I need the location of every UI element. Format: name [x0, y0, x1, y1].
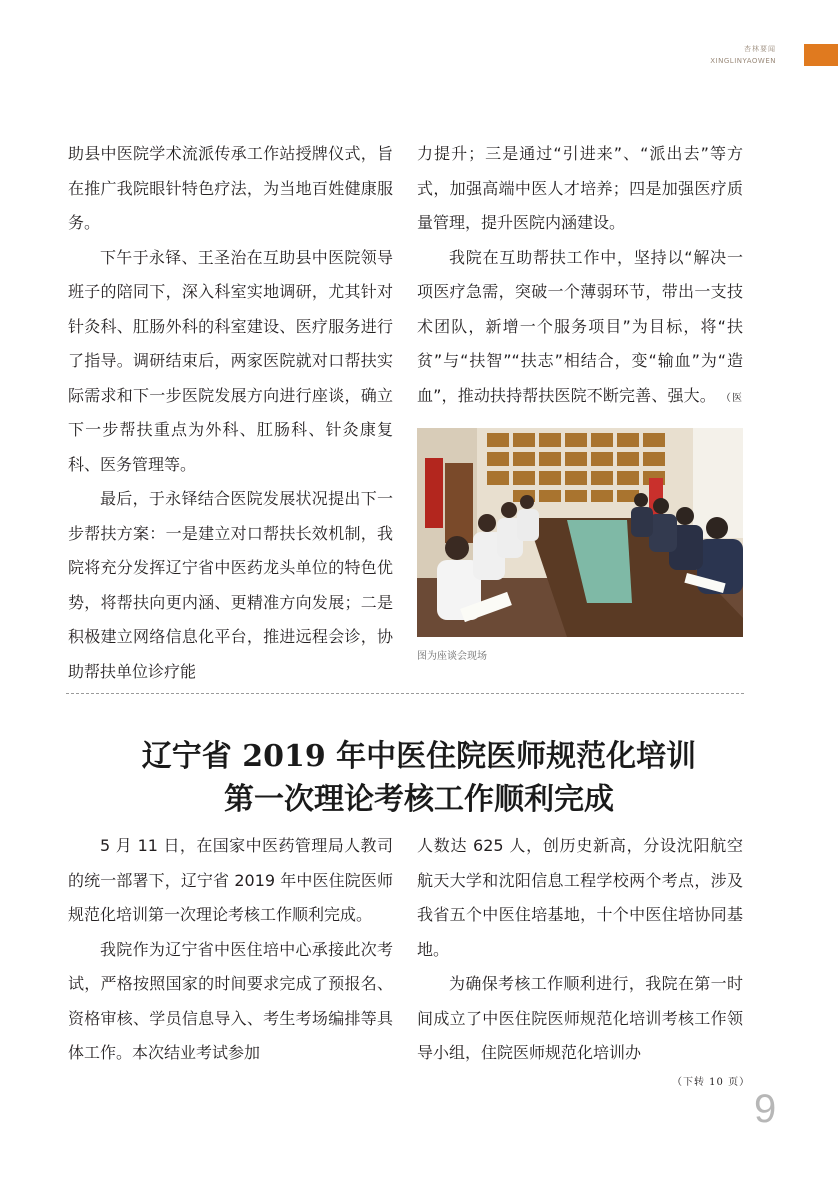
article-title-line2: 第一次理论考核工作顺利完成	[224, 782, 614, 817]
paragraph	[417, 241, 743, 454]
paragraph: 力提升；三是通过“引进来”、“派出去”等方式，加强高端中医人才培养；四是加强医疗质量管理，提升医院内涵建设。	[417, 144, 743, 232]
photo-caption: 图为座谈会现场	[417, 651, 487, 662]
page-number: 9	[754, 1087, 777, 1131]
article2-column-right	[417, 829, 743, 1071]
paragraph: 我院作为辽宁省中医住培中心承接此次考试，严格按照国家的时间要求完成了预报名、资格审核、学员信息导入、考生考场编排等具体工作。本次结业考试参加	[68, 939, 393, 1062]
meeting-photo	[417, 428, 743, 637]
paragraph: 最后，于永铎结合医院发展状况提出下一步帮扶方案：一是建立对口帮扶长效机制，我院将充分发挥辽宁省中医药龙头单位的特色优势，将帮扶向更内涵、更精准方向发展；二是积极建立网络信息化平台，推进远程会诊，协助帮扶单位诊疗能	[68, 489, 393, 681]
section-divider	[66, 693, 744, 694]
paragraph: 下午于永铎、王圣治在互助县中医院领导班子的陪同下，深入科室实地调研，尤其针对针灸科、肛肠外科的科室建设、医疗服务进行了指导。调研结束后，两家医院就对口帮扶实际需求和下一步医院发展方向进行座谈，确立下一步帮扶重点为外科、肛肠科、针灸康复科、医务管理等。	[68, 247, 393, 474]
article1-column-right	[417, 137, 743, 454]
article2-column-left	[68, 829, 393, 1071]
paragraph-text: 我院在互助帮扶工作中，坚持以“解决一项医疗急需，突破一个薄弱环节，带出一支技术团队，新增一个服务项目”为目标，将“扶贫”与“扶智”“扶志”相结合，变“输血”为“造血”，推动扶持帮扶医院不断完善、强大。	[417, 247, 743, 405]
article-title-line1: 辽宁省 2019 年中医住院医师规范化培训	[141, 739, 697, 774]
paragraph: 为确保考核工作顺利进行，我院在第一时间成立了中医住院医师规范化培训考核工作领导小组，住院医师规范化培训办	[417, 974, 743, 1062]
continued-note: （下转 10 页）	[672, 1077, 751, 1088]
section-name-en: XINGLINYAOWEN	[710, 57, 776, 65]
paragraph: 5 月 11 日，在国家中医药管理局人教司的统一部署下，辽宁省 2019 年中医住院医师规范化培训第一次理论考核工作顺利完成。	[68, 836, 393, 924]
section-name-cn: 杏林要闻	[744, 45, 776, 53]
paragraph: 助县中医院学术流派传承工作站授牌仪式，旨在推广我院眼针特色疗法，为当地百姓健康服务。	[68, 144, 393, 232]
article1-column-left	[68, 137, 393, 689]
department-signature: （医	[725, 392, 743, 404]
paragraph: 人数达 625 人，创历史新高，分设沈阳航空航天大学和沈阳信息工程学校两个考点，涉及我省五个中医住培基地，十个中医住培协同基地。	[417, 836, 743, 959]
section-header	[710, 44, 776, 65]
section-accent-bar	[804, 44, 838, 66]
